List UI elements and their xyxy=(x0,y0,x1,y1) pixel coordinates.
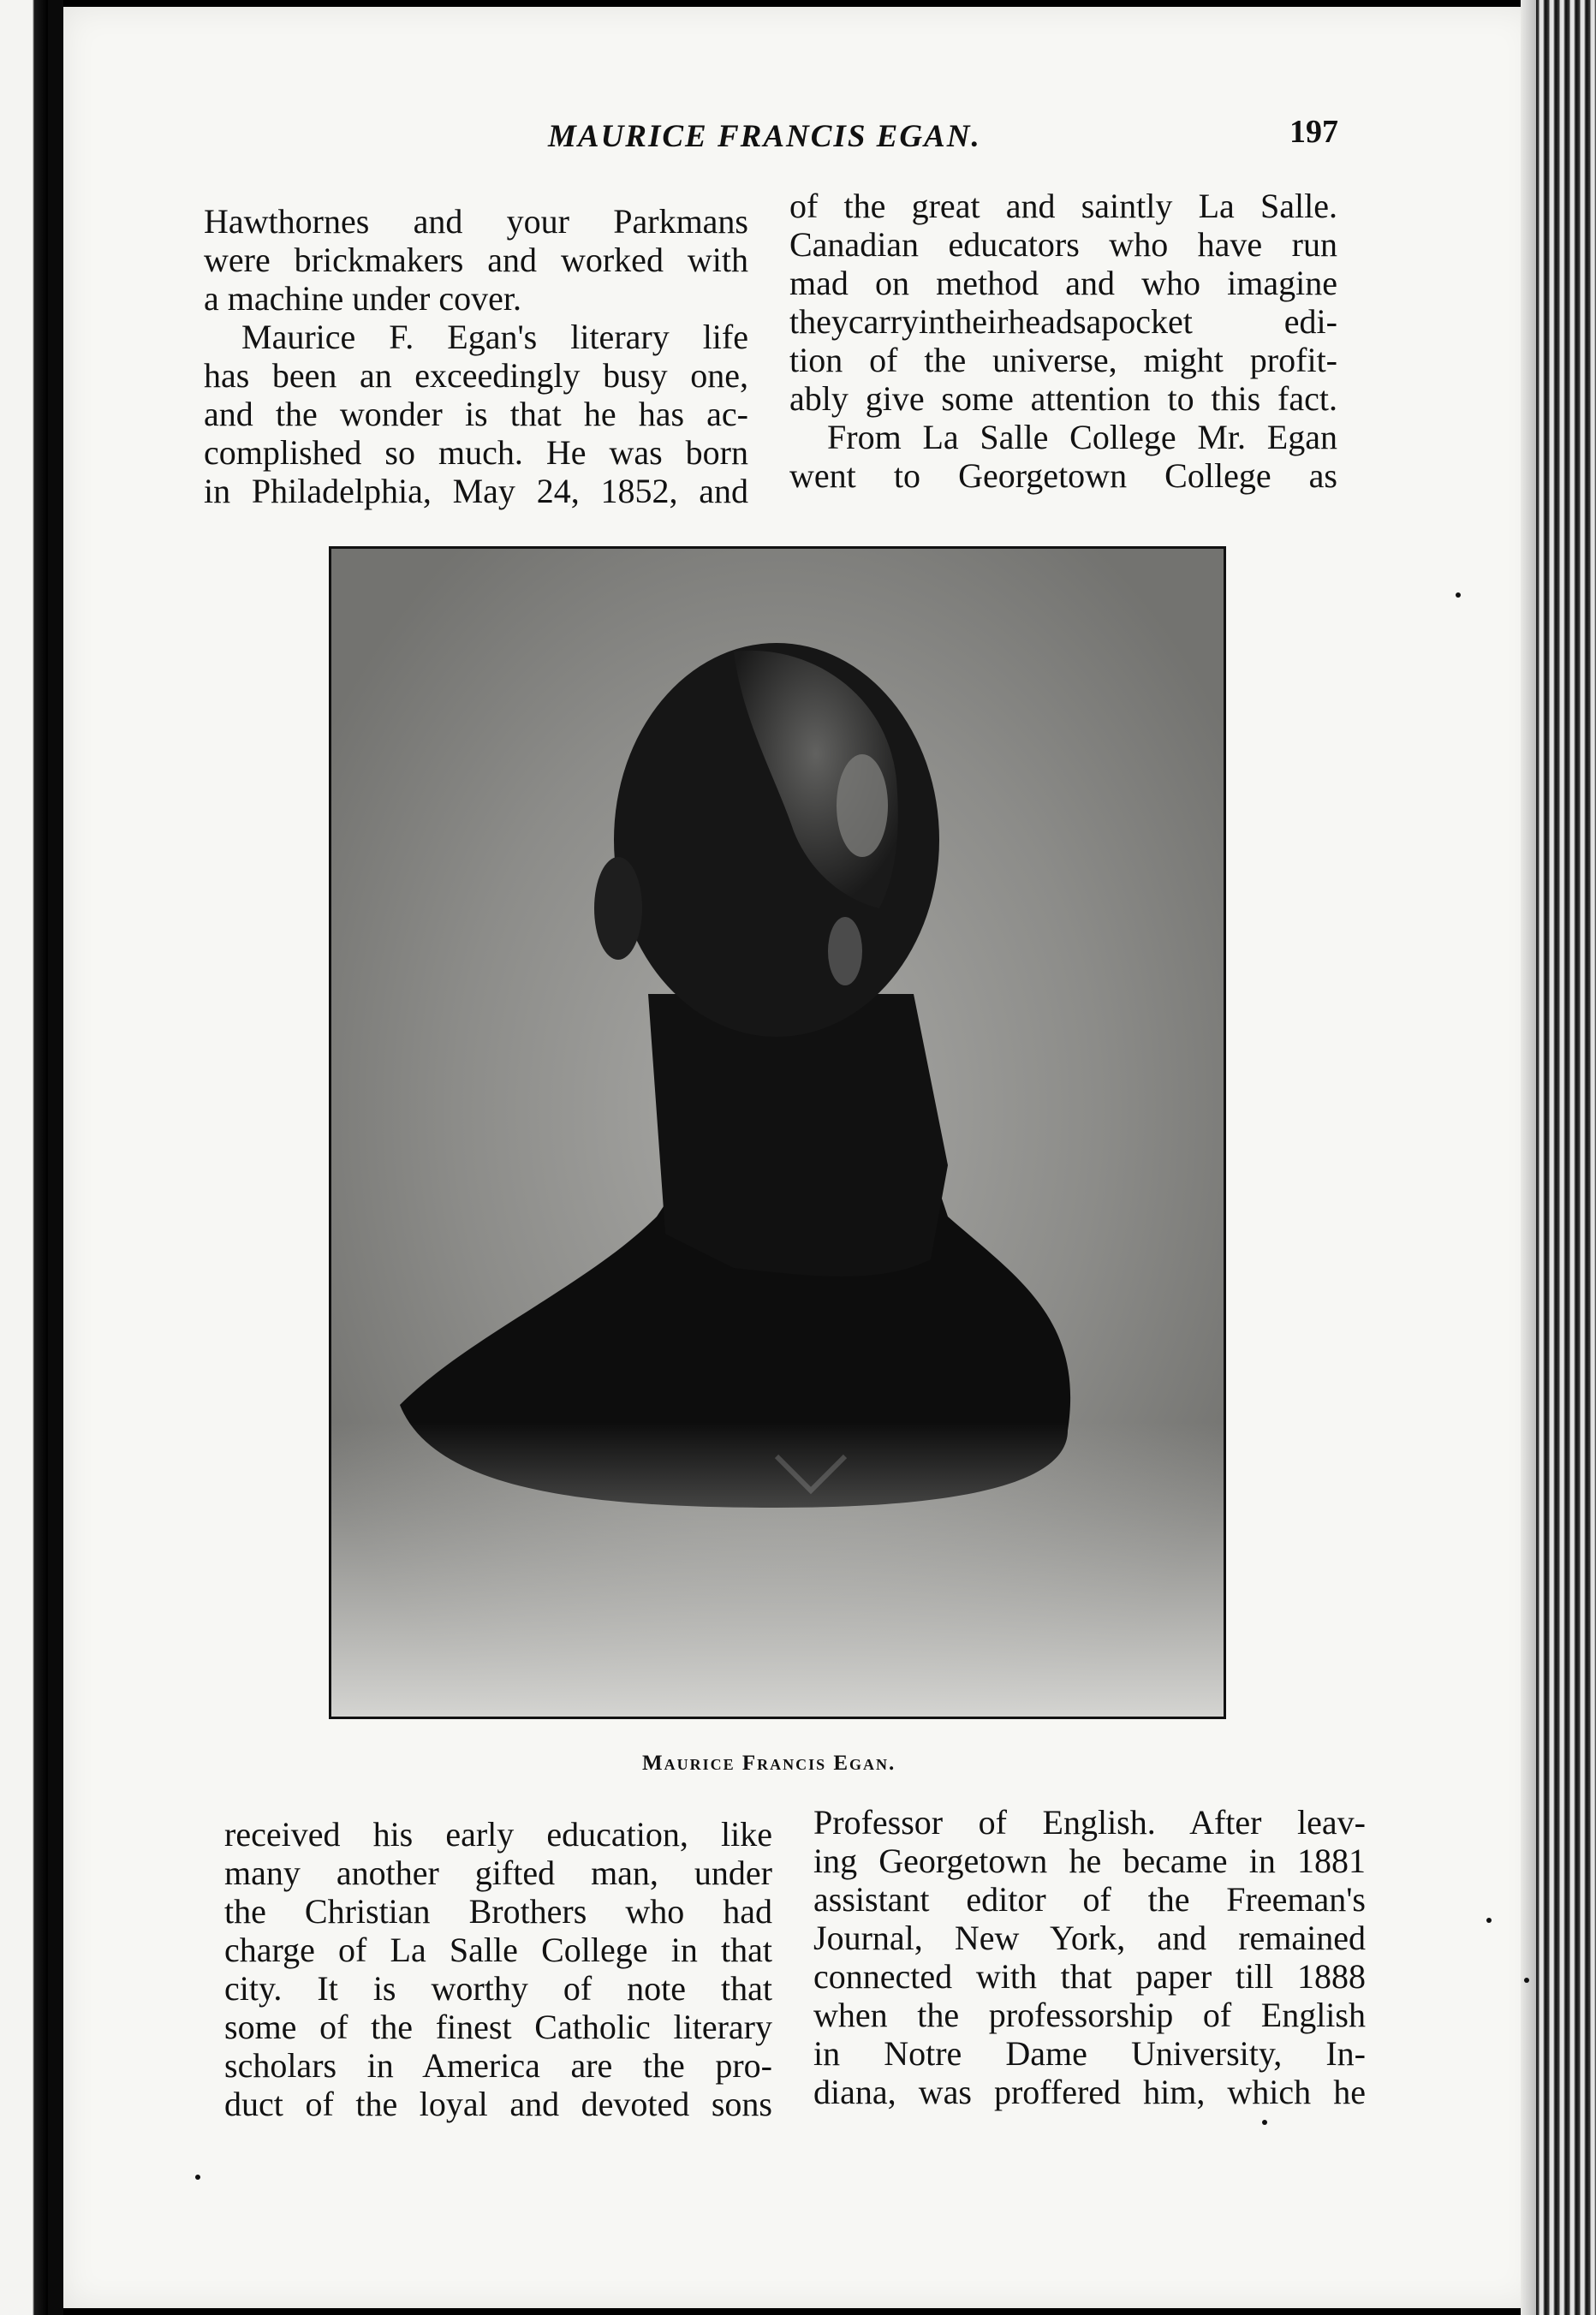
print-speck xyxy=(1262,2120,1267,2125)
bottom-right-column xyxy=(813,1803,1366,2111)
text-line: a machine under cover. xyxy=(204,279,521,318)
text-line: when the professorship of English xyxy=(813,1996,1366,2034)
bottom-left-column xyxy=(224,1815,772,2123)
page-gutter xyxy=(48,0,63,2315)
portrait-caption: Maurice Francis Egan. xyxy=(642,1752,896,1775)
text-line: scholars in America are the pro- xyxy=(224,2046,772,2085)
text-line: mad on method and who imagine xyxy=(789,264,1337,302)
page-number: 197 xyxy=(1289,114,1338,150)
scan-left-edge xyxy=(0,0,48,2315)
top-right-column xyxy=(789,187,1337,495)
page-edges xyxy=(1536,0,1596,2315)
text-line: assistant editor of the Freeman's xyxy=(813,1880,1366,1919)
text-line: were brickmakers and worked with xyxy=(204,241,748,279)
text-line: some of the finest Catholic literary xyxy=(224,2008,772,2046)
print-speck xyxy=(1486,1918,1492,1923)
text-line: ing Georgetown he became in 1881 xyxy=(813,1842,1366,1880)
text-line: ably give some attention to this fact. xyxy=(789,379,1337,418)
text-line: city. It is worthy of note that xyxy=(224,1969,772,2008)
print-speck xyxy=(195,2175,200,2180)
text-line: diana, was proffered him, which he xyxy=(813,2073,1366,2111)
print-speck xyxy=(1524,1978,1529,1983)
running-head: MAURICE FRANCIS EGAN. xyxy=(548,119,981,154)
text-line: received his early education, like xyxy=(224,1815,772,1854)
page-edges-inner xyxy=(1521,0,1536,2315)
portrait-image xyxy=(331,549,1224,1717)
portrait-plate xyxy=(329,546,1226,1719)
text-line: connected with that paper till 1888 xyxy=(813,1957,1366,1996)
text-line: From La Salle College Mr. Egan xyxy=(827,418,1337,456)
text-line: in Philadelphia, May 24, 1852, and xyxy=(204,472,748,510)
text-line: in Notre Dame University, In- xyxy=(813,2034,1366,2073)
text-line: many another gifted man, under xyxy=(224,1854,772,1892)
text-line: the Christian Brothers who had xyxy=(224,1892,772,1931)
text-line: Professor of English. After leav- xyxy=(813,1803,1366,1842)
text-line: Maurice F. Egan's literary life xyxy=(241,318,748,356)
text-line: theycarryintheirheadsapocket edi- xyxy=(789,302,1337,341)
text-line: charge of La Salle College in that xyxy=(224,1931,772,1969)
text-line: has been an exceedingly busy one, xyxy=(204,356,748,395)
top-left-column xyxy=(204,202,748,510)
text-line: complished so much. He was born xyxy=(204,433,748,472)
text-line: Canadian educators who have run xyxy=(789,225,1337,264)
text-line: went to Georgetown College as xyxy=(789,456,1337,495)
text-line: and the wonder is that he has ac- xyxy=(204,395,748,433)
text-line: of the great and saintly La Salle. xyxy=(789,187,1337,225)
text-line: tion of the universe, might profit- xyxy=(789,341,1337,379)
text-line: Journal, New York, and remained xyxy=(813,1919,1366,1957)
text-line: Hawthornes and your Parkmans xyxy=(204,202,748,241)
text-line: duct of the loyal and devoted sons xyxy=(224,2085,772,2123)
print-speck xyxy=(1456,592,1461,598)
